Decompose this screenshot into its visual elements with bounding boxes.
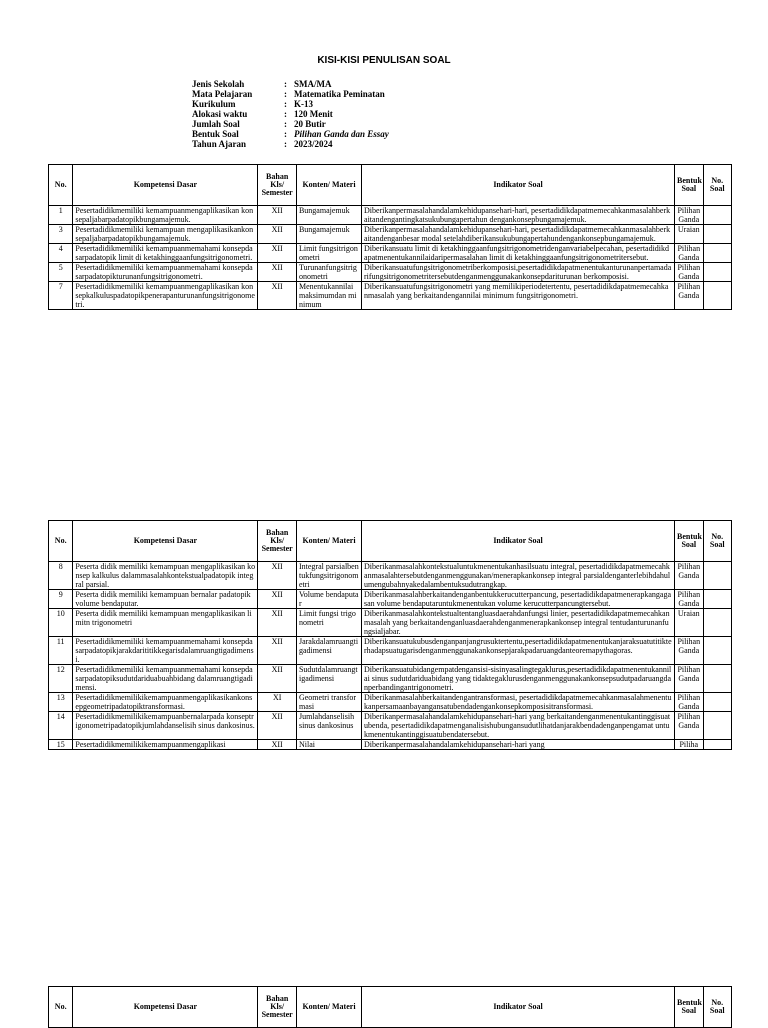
table-row: [49, 206, 732, 225]
header-bahan-kelas: Bahan Kls/ Semester: [258, 165, 297, 206]
meta-separator: :: [284, 139, 287, 149]
cell-kompetensi-dasar: Pesertadidikmemiliki kemampuanmemahami konsepdasarpadatopikjarakdarititikkegarisdalamruangtigadimensi.: [73, 637, 258, 665]
cell-no-soal: [703, 665, 732, 693]
header-no-soal: No. Soal: [703, 987, 732, 1028]
cell-indikator: Diberikansuatu limit di ketakhinggaanfungsitrigonometridenganvariabelpecahan, pesertadidikdapatmenentukannilaidaripermasalahan limit di ketakhinggaanfungsitrigonometritersebut.: [362, 244, 675, 263]
cell-materi: Jumlahdanselisih sinus dankosinus: [296, 712, 361, 740]
meta-label: Tahun Ajaran: [192, 139, 246, 149]
cell-no: 7: [49, 282, 73, 310]
cell-kompetensi-dasar: Pesertadidikmemiliki kemampuanmengaplikasikan konsepaljabarpadatopikbungamajemuk.: [73, 206, 258, 225]
cell-kelas: XII: [258, 225, 297, 244]
document-title: KISI-KISI PENULISAN SOAL: [317, 55, 451, 66]
cell-no-soal: [703, 282, 732, 310]
meta-label: Jenis Sekolah: [192, 79, 245, 89]
table-row: [49, 263, 732, 282]
header-konten-materi: Konten/ Materi: [296, 165, 361, 206]
header-no: No.: [49, 521, 73, 562]
cell-bentuk-soal: Uraian: [675, 609, 703, 637]
header-kompetensi-dasar: Kompetensi Dasar: [73, 521, 258, 562]
table-row: [49, 562, 732, 590]
cell-kelas: XII: [258, 740, 297, 750]
cell-indikator: Diberikanmasalahberkaitandengantransformasi, pesertadidikdapatmemecahkanmasalahmenentukanpersamaanbayangansatubendadengankonsepkomposisitransformasi.: [362, 693, 675, 712]
cell-kelas: XII: [258, 665, 297, 693]
cell-kelas: XII: [258, 637, 297, 665]
meta-label: Alokasi waktu: [192, 109, 248, 119]
cell-materi: Bungamajemuk: [296, 206, 361, 225]
cell-kelas: XII: [258, 590, 297, 609]
table-row: [49, 282, 732, 310]
meta-separator: :: [284, 129, 287, 139]
meta-row: [192, 119, 389, 129]
cell-no: 8: [49, 562, 73, 590]
cell-kelas: XII: [258, 609, 297, 637]
cell-indikator: Diberikanpermasalahandalamkehidupansehari-hari yang: [362, 740, 675, 750]
cell-no: 14: [49, 712, 73, 740]
cell-indikator: Diberikanpermasalahandalamkehidupansehari-hari yang berkaitandenganmenentukantinggisuatubenda, pesertadidikdapatmenganalisishubungansudutlihatdanjarakbendadenganpengamat untukmenentukantinggisuatubendatersebut.: [362, 712, 675, 740]
meta-separator: :: [284, 109, 287, 119]
cell-indikator: Diberikanpermasalahandalamkehidupansehari-hari, pesertadidikdapatmemecahkanmasalahberkaitandengantingkatsukubungapertahun dengankonsepbungamajemuk.: [362, 206, 675, 225]
header-kompetensi-dasar: Kompetensi Dasar: [73, 165, 258, 206]
cell-kompetensi-dasar: Pesertadidikmemiliki kemampuan mengaplikasikankonsepaljabarpadatopikbungamajemuk.: [73, 225, 258, 244]
cell-bentuk-soal: PilihanGanda: [675, 665, 703, 693]
kisi-kisi-table-3: [48, 986, 732, 1028]
cell-kelas: XII: [258, 206, 297, 225]
cell-kompetensi-dasar: Peserta didik memiliki kemampuan bernalar padatopik volume bendaputar.: [73, 590, 258, 609]
header-no: No.: [49, 987, 73, 1028]
cell-no-soal: [703, 206, 732, 225]
cell-kompetensi-dasar: Pesertadidikmemilikikemampuanbernalarpada konseptrigonometripadatopikjumlahdanselisih sinus dankosinus.: [73, 712, 258, 740]
cell-indikator: Diberikanmasalahberkaitandenganbentukkerucutterpancung, pesertadidikdapatmenerapkangagasan volume bendaputaruntukmenentukan volume kerucutterpancungtersebut.: [362, 590, 675, 609]
cell-no-soal: [703, 712, 732, 740]
cell-kompetensi-dasar: Peserta didik memiliki kemampuan mengaplikasikan konsep kalkulus dalammasalahkontekstualpadatopik integral parsial.: [73, 562, 258, 590]
header-bentuk-soal: Bentuk Soal: [675, 987, 703, 1028]
cell-no-soal: [703, 225, 732, 244]
cell-no-soal: [703, 562, 732, 590]
cell-materi: Turunanfungsitrigonometri: [296, 263, 361, 282]
meta-value: Matematika Peminatan: [294, 89, 385, 99]
table-row: [49, 693, 732, 712]
meta-label: Mata Pelajaran: [192, 89, 253, 99]
cell-no: 1: [49, 206, 73, 225]
cell-bentuk-soal: PilihanGanda: [675, 637, 703, 665]
cell-materi: Volume bendaputar: [296, 590, 361, 609]
kisi-kisi-table-1: [48, 164, 732, 310]
cell-indikator: Diberikanmasalahkontekstualuntukmenentukanhasilsuatu integral, pesertadidikdapatmemecahkanmasalahtersebutdenganmenggunakan/menerapkankonsep integral parsialdenganterlebihdahulumengubahnyakedalambentuksudutrangkap.: [362, 562, 675, 590]
document-meta: [192, 79, 389, 149]
header-no: No.: [49, 165, 73, 206]
meta-row: [192, 79, 389, 89]
table-row: [49, 712, 732, 740]
meta-row: [192, 99, 389, 109]
meta-row: [192, 139, 389, 149]
cell-kompetensi-dasar: Pesertadidikmemilikikemampuanmengaplikasikankonsepgeometripadatopiktransformasi.: [73, 693, 258, 712]
cell-materi: Bungamajemuk: [296, 225, 361, 244]
cell-kompetensi-dasar: Pesertadidikmemiliki kemampuanmengaplikasikan konsepkalkuluspadatopikpenerapanturunanfungsitrigonometri.: [73, 282, 258, 310]
cell-bentuk-soal: PilihanGanda: [675, 206, 703, 225]
table-row: [49, 665, 732, 693]
table-row: [49, 225, 732, 244]
cell-materi: Menentukannilaimaksimumdan minimum: [296, 282, 361, 310]
cell-kompetensi-dasar: Pesertadidikmemilikikemampuanmengaplikasi: [73, 740, 258, 750]
cell-bentuk-soal: PilihanGanda: [675, 590, 703, 609]
cell-indikator: Diberikansuatubidangempatdengansisi-sisinyasalingtegaklurus,pesertadidikdapatmenentukannilai sinus sudutdariduabidang yang tidaktegaklurusdenganmenggunakankonsepsudutpadaruangdanperbandingantrigonometri.: [362, 665, 675, 693]
cell-no: 10: [49, 609, 73, 637]
meta-row: [192, 129, 389, 139]
meta-separator: :: [284, 79, 287, 89]
cell-indikator: Diberikansuatufungsitrigonometri yang memilikiperiodetertentu, pesertadidikdapatmemecahkanmasalah yang berkaitandengannilai minimum fungsitrigonometri.: [362, 282, 675, 310]
cell-no: 15: [49, 740, 73, 750]
cell-kompetensi-dasar: Pesertadidikmemiliki kemampuanmemahami konsepdasarpadatopikturunanfungsitrigonometri.: [73, 263, 258, 282]
cell-no: 9: [49, 590, 73, 609]
cell-no: 13: [49, 693, 73, 712]
meta-separator: :: [284, 89, 287, 99]
cell-kelas: XII: [258, 263, 297, 282]
meta-value: K-13: [294, 99, 313, 109]
meta-value: 20 Butir: [294, 119, 326, 129]
cell-materi: Jarakdalamruangtigadimensi: [296, 637, 361, 665]
header-indikator-soal: Indikator Soal: [362, 987, 675, 1028]
cell-bentuk-soal: Uraian: [675, 225, 703, 244]
cell-no-soal: [703, 609, 732, 637]
cell-bentuk-soal: Piliha: [675, 740, 703, 750]
cell-no: 5: [49, 263, 73, 282]
cell-no-soal: [703, 693, 732, 712]
cell-indikator: Diberikanmasalahkontekstualtentangluasdaerahdanfungsi linier, pesertadidikdapatmemecahkanmasalah yang berkaitandenganluasdaerahdenganmenerapkankonsep integral tentudanturunanfungsialjabar.: [362, 609, 675, 637]
header-indikator-soal: Indikator Soal: [362, 165, 675, 206]
meta-label: Jumlah Soal: [192, 119, 240, 129]
cell-materi: Nilai: [296, 740, 361, 750]
header-no-soal: No. Soal: [703, 521, 732, 562]
table-row: [49, 740, 732, 750]
meta-separator: :: [284, 119, 287, 129]
header-indikator-soal: Indikator Soal: [362, 521, 675, 562]
table-row: [49, 590, 732, 609]
meta-value: 2023/2024: [294, 139, 333, 149]
meta-label: Bentuk Soal: [192, 129, 239, 139]
header-bentuk-soal: Bentuk Soal: [675, 165, 703, 206]
cell-materi: Limit fungsi trigonometri: [296, 609, 361, 637]
table-row: [49, 637, 732, 665]
cell-bentuk-soal: PilihanGanda: [675, 244, 703, 263]
header-bentuk-soal: Bentuk Soal: [675, 521, 703, 562]
cell-kompetensi-dasar: Pesertadidikmemiliki kemampuanmemahami konsepdasarpadatopiksudutdariduabuahbidang dalamruangtigadimensi.: [73, 665, 258, 693]
cell-indikator: Diberikansuatufungsitrigonometriberkomposisi,pesertadidikdapatmenentukanturunanpertamadarifungsitrigonometritersebutdenganmenggunakankonsepdariturunan berkomposisi.: [362, 263, 675, 282]
cell-no-soal: [703, 244, 732, 263]
cell-indikator: Diberikansuatukubusdenganpanjangrusuktertentu,pesertadidikdapatmenentukanjaraksuatutitikterhadapsuatugarisdenganmenggunakankonsepjarakpadaruangdanteoremapythagoras.: [362, 637, 675, 665]
cell-materi: Limit fungsitrigonometri: [296, 244, 361, 263]
cell-no: 4: [49, 244, 73, 263]
cell-kompetensi-dasar: Peserta didik memiliki kemampuan mengaplikasikan limitn trigonometri: [73, 609, 258, 637]
cell-no-soal: [703, 263, 732, 282]
meta-value: Pilihan Ganda dan Essay: [294, 129, 389, 139]
cell-no-soal: [703, 590, 732, 609]
meta-row: [192, 89, 389, 99]
cell-indikator: Diberikanpermasalahandalamkehidupansehari-hari, pesertadidikdapatmemecahkanmasalahberkaitandenganbesar modal setelahdiberikansukubungapertahundengankonsepbungamajemuk.: [362, 225, 675, 244]
table-row: [49, 609, 732, 637]
cell-kelas: XI: [258, 693, 297, 712]
cell-kelas: XII: [258, 562, 297, 590]
header-kompetensi-dasar: Kompetensi Dasar: [73, 987, 258, 1028]
meta-value: SMA/MA: [294, 79, 332, 89]
meta-label: Kurikulum: [192, 99, 236, 109]
cell-materi: Sudutdalamruangtigadimensi: [296, 665, 361, 693]
cell-kompetensi-dasar: Pesertadidikmemiliki kemampuanmemahami konsepdasarpadatopik limit di ketakhinggaanfungsitrigonometri.: [73, 244, 258, 263]
meta-separator: :: [284, 99, 287, 109]
cell-materi: Geometri transformasi: [296, 693, 361, 712]
cell-bentuk-soal: PilihanGanda: [675, 263, 703, 282]
cell-bentuk-soal: PilihanGanda: [675, 693, 703, 712]
header-bahan-kelas: Bahan Kls/ Semester: [258, 987, 297, 1028]
cell-kelas: XII: [258, 282, 297, 310]
header-bahan-kelas: Bahan Kls/ Semester: [258, 521, 297, 562]
header-no-soal: No. Soal: [703, 165, 732, 206]
cell-kelas: XII: [258, 244, 297, 263]
cell-bentuk-soal: PilihanGanda: [675, 282, 703, 310]
cell-bentuk-soal: PilihanGanda: [675, 712, 703, 740]
header-konten-materi: Konten/ Materi: [296, 987, 361, 1028]
meta-value: 120 Menit: [294, 109, 333, 119]
cell-no: 11: [49, 637, 73, 665]
cell-kelas: XII: [258, 712, 297, 740]
meta-row: [192, 109, 389, 119]
table-row: [49, 244, 732, 263]
cell-no: 12: [49, 665, 73, 693]
cell-no-soal: [703, 637, 732, 665]
cell-no-soal: [703, 740, 732, 750]
cell-no: 3: [49, 225, 73, 244]
cell-materi: Integral parsialbentukfungsitrigonometri: [296, 562, 361, 590]
header-konten-materi: Konten/ Materi: [296, 521, 361, 562]
kisi-kisi-table-2: [48, 520, 732, 750]
cell-bentuk-soal: PilihanGanda: [675, 562, 703, 590]
